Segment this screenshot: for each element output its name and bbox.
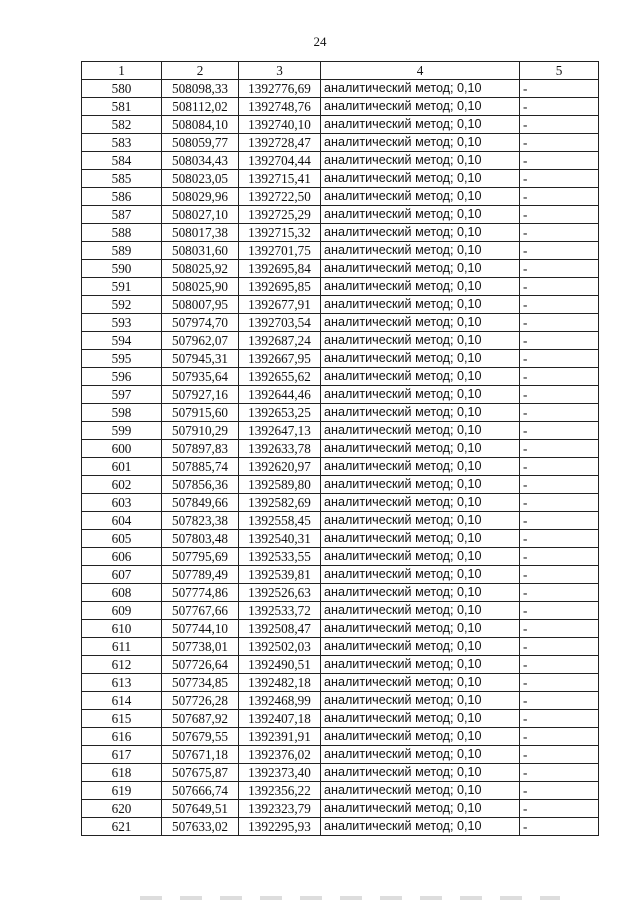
- column-header-description: 5: [520, 62, 599, 80]
- description-cell: -: [520, 260, 599, 278]
- point-number-cell: 580: [82, 80, 162, 98]
- point-number-cell: 585: [82, 170, 162, 188]
- description-cell: -: [520, 188, 599, 206]
- table-row: [82, 350, 599, 368]
- table-row: [82, 476, 599, 494]
- x-coordinate-cell: 507666,74: [162, 782, 239, 800]
- method-cell: аналитический метод; 0,10: [321, 224, 520, 242]
- method-cell: аналитический метод; 0,10: [321, 620, 520, 638]
- method-cell: аналитический метод; 0,10: [321, 638, 520, 656]
- y-coordinate-cell: 1392644,46: [239, 386, 321, 404]
- method-cell: аналитический метод; 0,10: [321, 422, 520, 440]
- description-cell: -: [520, 80, 599, 98]
- method-cell: аналитический метод; 0,10: [321, 566, 520, 584]
- y-coordinate-cell: 1392728,47: [239, 134, 321, 152]
- x-coordinate-cell: 507789,49: [162, 566, 239, 584]
- point-number-cell: 593: [82, 314, 162, 332]
- y-coordinate-cell: 1392558,45: [239, 512, 321, 530]
- x-coordinate-cell: 507885,74: [162, 458, 239, 476]
- description-cell: -: [520, 728, 599, 746]
- x-coordinate-cell: 508027,10: [162, 206, 239, 224]
- description-cell: -: [520, 278, 599, 296]
- description-cell: -: [520, 764, 599, 782]
- point-number-cell: 614: [82, 692, 162, 710]
- table-row: [82, 386, 599, 404]
- description-cell: -: [520, 566, 599, 584]
- description-cell: -: [520, 782, 599, 800]
- table-row: [82, 314, 599, 332]
- description-cell: -: [520, 512, 599, 530]
- x-coordinate-cell: 508025,92: [162, 260, 239, 278]
- method-cell: аналитический метод; 0,10: [321, 584, 520, 602]
- method-cell: аналитический метод; 0,10: [321, 350, 520, 368]
- y-coordinate-cell: 1392667,95: [239, 350, 321, 368]
- table-row: [82, 170, 599, 188]
- x-coordinate-cell: 508031,60: [162, 242, 239, 260]
- table-row: [82, 764, 599, 782]
- point-number-cell: 599: [82, 422, 162, 440]
- table-row: [82, 368, 599, 386]
- description-cell: -: [520, 548, 599, 566]
- table-row: [82, 512, 599, 530]
- x-coordinate-cell: 508025,90: [162, 278, 239, 296]
- table-row: [82, 458, 599, 476]
- method-cell: аналитический метод; 0,10: [321, 440, 520, 458]
- description-cell: -: [520, 170, 599, 188]
- point-number-cell: 588: [82, 224, 162, 242]
- table-row: [82, 134, 599, 152]
- point-number-cell: 616: [82, 728, 162, 746]
- y-coordinate-cell: 1392490,51: [239, 656, 321, 674]
- point-number-cell: 605: [82, 530, 162, 548]
- description-cell: -: [520, 134, 599, 152]
- x-coordinate-cell: 507671,18: [162, 746, 239, 764]
- description-cell: -: [520, 296, 599, 314]
- description-cell: -: [520, 242, 599, 260]
- point-number-cell: 589: [82, 242, 162, 260]
- description-cell: -: [520, 674, 599, 692]
- point-number-cell: 619: [82, 782, 162, 800]
- description-cell: -: [520, 458, 599, 476]
- table-body: [82, 80, 599, 836]
- y-coordinate-cell: 1392633,78: [239, 440, 321, 458]
- y-coordinate-cell: 1392391,91: [239, 728, 321, 746]
- scan-artifact: [140, 896, 560, 900]
- description-cell: -: [520, 638, 599, 656]
- method-cell: аналитический метод; 0,10: [321, 314, 520, 332]
- x-coordinate-cell: 507849,66: [162, 494, 239, 512]
- x-coordinate-cell: 507915,60: [162, 404, 239, 422]
- x-coordinate-cell: 507726,28: [162, 692, 239, 710]
- table-row: [82, 800, 599, 818]
- table-row: [82, 404, 599, 422]
- y-coordinate-cell: 1392589,80: [239, 476, 321, 494]
- point-number-cell: 595: [82, 350, 162, 368]
- x-coordinate-cell: 507962,07: [162, 332, 239, 350]
- table-row: [82, 746, 599, 764]
- y-coordinate-cell: 1392740,10: [239, 116, 321, 134]
- point-number-cell: 581: [82, 98, 162, 116]
- x-coordinate-cell: 507974,70: [162, 314, 239, 332]
- point-number-cell: 615: [82, 710, 162, 728]
- method-cell: аналитический метод; 0,10: [321, 278, 520, 296]
- x-coordinate-cell: 508029,96: [162, 188, 239, 206]
- coordinates-table: [81, 61, 599, 836]
- table-row: [82, 566, 599, 584]
- table-row: [82, 656, 599, 674]
- point-number-cell: 610: [82, 620, 162, 638]
- method-cell: аналитический метод; 0,10: [321, 782, 520, 800]
- description-cell: -: [520, 422, 599, 440]
- description-cell: -: [520, 620, 599, 638]
- method-cell: аналитический метод; 0,10: [321, 98, 520, 116]
- table-row: [82, 530, 599, 548]
- method-cell: аналитический метод; 0,10: [321, 188, 520, 206]
- table-row: [82, 188, 599, 206]
- point-number-cell: 598: [82, 404, 162, 422]
- method-cell: аналитический метод; 0,10: [321, 494, 520, 512]
- x-coordinate-cell: 507767,66: [162, 602, 239, 620]
- point-number-cell: 582: [82, 116, 162, 134]
- method-cell: аналитический метод; 0,10: [321, 80, 520, 98]
- x-coordinate-cell: 507823,38: [162, 512, 239, 530]
- column-header-method: 4: [321, 62, 520, 80]
- point-number-cell: 618: [82, 764, 162, 782]
- description-cell: -: [520, 656, 599, 674]
- method-cell: аналитический метод; 0,10: [321, 728, 520, 746]
- point-number-cell: 608: [82, 584, 162, 602]
- table-row: [82, 440, 599, 458]
- x-coordinate-cell: 508084,10: [162, 116, 239, 134]
- point-number-cell: 587: [82, 206, 162, 224]
- y-coordinate-cell: 1392582,69: [239, 494, 321, 512]
- x-coordinate-cell: 507774,86: [162, 584, 239, 602]
- y-coordinate-cell: 1392722,50: [239, 188, 321, 206]
- x-coordinate-cell: 508034,43: [162, 152, 239, 170]
- x-coordinate-cell: 507935,64: [162, 368, 239, 386]
- description-cell: -: [520, 710, 599, 728]
- method-cell: аналитический метод; 0,10: [321, 458, 520, 476]
- table-row: [82, 206, 599, 224]
- point-number-cell: 594: [82, 332, 162, 350]
- description-cell: -: [520, 224, 599, 242]
- x-coordinate-cell: 507795,69: [162, 548, 239, 566]
- y-coordinate-cell: 1392653,25: [239, 404, 321, 422]
- point-number-cell: 612: [82, 656, 162, 674]
- y-coordinate-cell: 1392701,75: [239, 242, 321, 260]
- point-number-cell: 604: [82, 512, 162, 530]
- x-coordinate-cell: 507927,16: [162, 386, 239, 404]
- x-coordinate-cell: 507675,87: [162, 764, 239, 782]
- column-header-y: 3: [239, 62, 321, 80]
- description-cell: -: [520, 206, 599, 224]
- description-cell: -: [520, 386, 599, 404]
- y-coordinate-cell: 1392468,99: [239, 692, 321, 710]
- column-header-x: 2: [162, 62, 239, 80]
- table-row: [82, 116, 599, 134]
- point-number-cell: 606: [82, 548, 162, 566]
- description-cell: -: [520, 800, 599, 818]
- x-coordinate-cell: 507803,48: [162, 530, 239, 548]
- x-coordinate-cell: 507744,10: [162, 620, 239, 638]
- point-number-cell: 590: [82, 260, 162, 278]
- description-cell: -: [520, 116, 599, 134]
- description-cell: -: [520, 584, 599, 602]
- y-coordinate-cell: 1392502,03: [239, 638, 321, 656]
- point-number-cell: 601: [82, 458, 162, 476]
- y-coordinate-cell: 1392376,02: [239, 746, 321, 764]
- point-number-cell: 617: [82, 746, 162, 764]
- point-number-cell: 596: [82, 368, 162, 386]
- method-cell: аналитический метод; 0,10: [321, 674, 520, 692]
- x-coordinate-cell: 507649,51: [162, 800, 239, 818]
- y-coordinate-cell: 1392620,97: [239, 458, 321, 476]
- y-coordinate-cell: 1392373,40: [239, 764, 321, 782]
- y-coordinate-cell: 1392540,31: [239, 530, 321, 548]
- x-coordinate-cell: 508098,33: [162, 80, 239, 98]
- point-number-cell: 583: [82, 134, 162, 152]
- method-cell: аналитический метод; 0,10: [321, 152, 520, 170]
- table-row: [82, 98, 599, 116]
- y-coordinate-cell: 1392695,85: [239, 278, 321, 296]
- y-coordinate-cell: 1392508,47: [239, 620, 321, 638]
- method-cell: аналитический метод; 0,10: [321, 242, 520, 260]
- method-cell: аналитический метод; 0,10: [321, 170, 520, 188]
- point-number-cell: 609: [82, 602, 162, 620]
- x-coordinate-cell: 507633,02: [162, 818, 239, 836]
- method-cell: аналитический метод; 0,10: [321, 746, 520, 764]
- method-cell: аналитический метод; 0,10: [321, 656, 520, 674]
- y-coordinate-cell: 1392725,29: [239, 206, 321, 224]
- x-coordinate-cell: 507687,92: [162, 710, 239, 728]
- point-number-cell: 591: [82, 278, 162, 296]
- point-number-cell: 597: [82, 386, 162, 404]
- description-cell: -: [520, 602, 599, 620]
- method-cell: аналитический метод; 0,10: [321, 602, 520, 620]
- x-coordinate-cell: 507945,31: [162, 350, 239, 368]
- description-cell: -: [520, 440, 599, 458]
- y-coordinate-cell: 1392356,22: [239, 782, 321, 800]
- table-row: [82, 422, 599, 440]
- point-number-cell: 620: [82, 800, 162, 818]
- description-cell: -: [520, 350, 599, 368]
- point-number-cell: 586: [82, 188, 162, 206]
- x-coordinate-cell: 508059,77: [162, 134, 239, 152]
- description-cell: -: [520, 368, 599, 386]
- y-coordinate-cell: 1392695,84: [239, 260, 321, 278]
- y-coordinate-cell: 1392647,13: [239, 422, 321, 440]
- page-number: 24: [313, 34, 327, 49]
- table-row: [82, 692, 599, 710]
- method-cell: аналитический метод; 0,10: [321, 206, 520, 224]
- x-coordinate-cell: 507679,55: [162, 728, 239, 746]
- table-row: [82, 494, 599, 512]
- table-row: [82, 620, 599, 638]
- method-cell: аналитический метод; 0,10: [321, 548, 520, 566]
- method-cell: аналитический метод; 0,10: [321, 368, 520, 386]
- y-coordinate-cell: 1392407,18: [239, 710, 321, 728]
- method-cell: аналитический метод; 0,10: [321, 404, 520, 422]
- point-number-cell: 602: [82, 476, 162, 494]
- column-header-point-number: 1: [82, 62, 162, 80]
- y-coordinate-cell: 1392323,79: [239, 800, 321, 818]
- table-row: [82, 548, 599, 566]
- table-row: [82, 224, 599, 242]
- table-header-row: [82, 62, 599, 80]
- description-cell: -: [520, 692, 599, 710]
- point-number-cell: 611: [82, 638, 162, 656]
- x-coordinate-cell: 508017,38: [162, 224, 239, 242]
- x-coordinate-cell: 507734,85: [162, 674, 239, 692]
- table-row: [82, 278, 599, 296]
- table-row: [82, 260, 599, 278]
- point-number-cell: 584: [82, 152, 162, 170]
- method-cell: аналитический метод; 0,10: [321, 134, 520, 152]
- table-row: [82, 602, 599, 620]
- table-row: [82, 296, 599, 314]
- table-row: [82, 710, 599, 728]
- y-coordinate-cell: 1392655,62: [239, 368, 321, 386]
- method-cell: аналитический метод; 0,10: [321, 512, 520, 530]
- y-coordinate-cell: 1392677,91: [239, 296, 321, 314]
- x-coordinate-cell: 507738,01: [162, 638, 239, 656]
- method-cell: аналитический метод; 0,10: [321, 710, 520, 728]
- point-number-cell: 607: [82, 566, 162, 584]
- y-coordinate-cell: 1392482,18: [239, 674, 321, 692]
- description-cell: -: [520, 314, 599, 332]
- description-cell: -: [520, 746, 599, 764]
- y-coordinate-cell: 1392715,32: [239, 224, 321, 242]
- point-number-cell: 600: [82, 440, 162, 458]
- x-coordinate-cell: 507726,64: [162, 656, 239, 674]
- y-coordinate-cell: 1392539,81: [239, 566, 321, 584]
- table-row: [82, 332, 599, 350]
- table-row: [82, 728, 599, 746]
- y-coordinate-cell: 1392704,44: [239, 152, 321, 170]
- description-cell: -: [520, 98, 599, 116]
- description-cell: -: [520, 494, 599, 512]
- table-row: [82, 80, 599, 98]
- description-cell: -: [520, 404, 599, 422]
- y-coordinate-cell: 1392687,24: [239, 332, 321, 350]
- method-cell: аналитический метод; 0,10: [321, 116, 520, 134]
- method-cell: аналитический метод; 0,10: [321, 800, 520, 818]
- y-coordinate-cell: 1392748,76: [239, 98, 321, 116]
- method-cell: аналитический метод; 0,10: [321, 692, 520, 710]
- table-row: [82, 584, 599, 602]
- description-cell: -: [520, 476, 599, 494]
- point-number-cell: 621: [82, 818, 162, 836]
- x-coordinate-cell: 508007,95: [162, 296, 239, 314]
- y-coordinate-cell: 1392703,54: [239, 314, 321, 332]
- y-coordinate-cell: 1392533,55: [239, 548, 321, 566]
- method-cell: аналитический метод; 0,10: [321, 476, 520, 494]
- x-coordinate-cell: 507910,29: [162, 422, 239, 440]
- description-cell: -: [520, 332, 599, 350]
- y-coordinate-cell: 1392295,93: [239, 818, 321, 836]
- y-coordinate-cell: 1392776,69: [239, 80, 321, 98]
- y-coordinate-cell: 1392526,63: [239, 584, 321, 602]
- x-coordinate-cell: 507856,36: [162, 476, 239, 494]
- method-cell: аналитический метод; 0,10: [321, 530, 520, 548]
- point-number-cell: 603: [82, 494, 162, 512]
- point-number-cell: 613: [82, 674, 162, 692]
- table-row: [82, 782, 599, 800]
- table-row: [82, 152, 599, 170]
- method-cell: аналитический метод; 0,10: [321, 764, 520, 782]
- description-cell: -: [520, 530, 599, 548]
- x-coordinate-cell: 508023,05: [162, 170, 239, 188]
- table-row: [82, 674, 599, 692]
- description-cell: -: [520, 152, 599, 170]
- x-coordinate-cell: 508112,02: [162, 98, 239, 116]
- method-cell: аналитический метод; 0,10: [321, 296, 520, 314]
- y-coordinate-cell: 1392533,72: [239, 602, 321, 620]
- table-row: [82, 242, 599, 260]
- y-coordinate-cell: 1392715,41: [239, 170, 321, 188]
- point-number-cell: 592: [82, 296, 162, 314]
- method-cell: аналитический метод; 0,10: [321, 818, 520, 836]
- table-row: [82, 818, 599, 836]
- method-cell: аналитический метод; 0,10: [321, 386, 520, 404]
- description-cell: -: [520, 818, 599, 836]
- method-cell: аналитический метод; 0,10: [321, 332, 520, 350]
- table-row: [82, 638, 599, 656]
- method-cell: аналитический метод; 0,10: [321, 260, 520, 278]
- x-coordinate-cell: 507897,83: [162, 440, 239, 458]
